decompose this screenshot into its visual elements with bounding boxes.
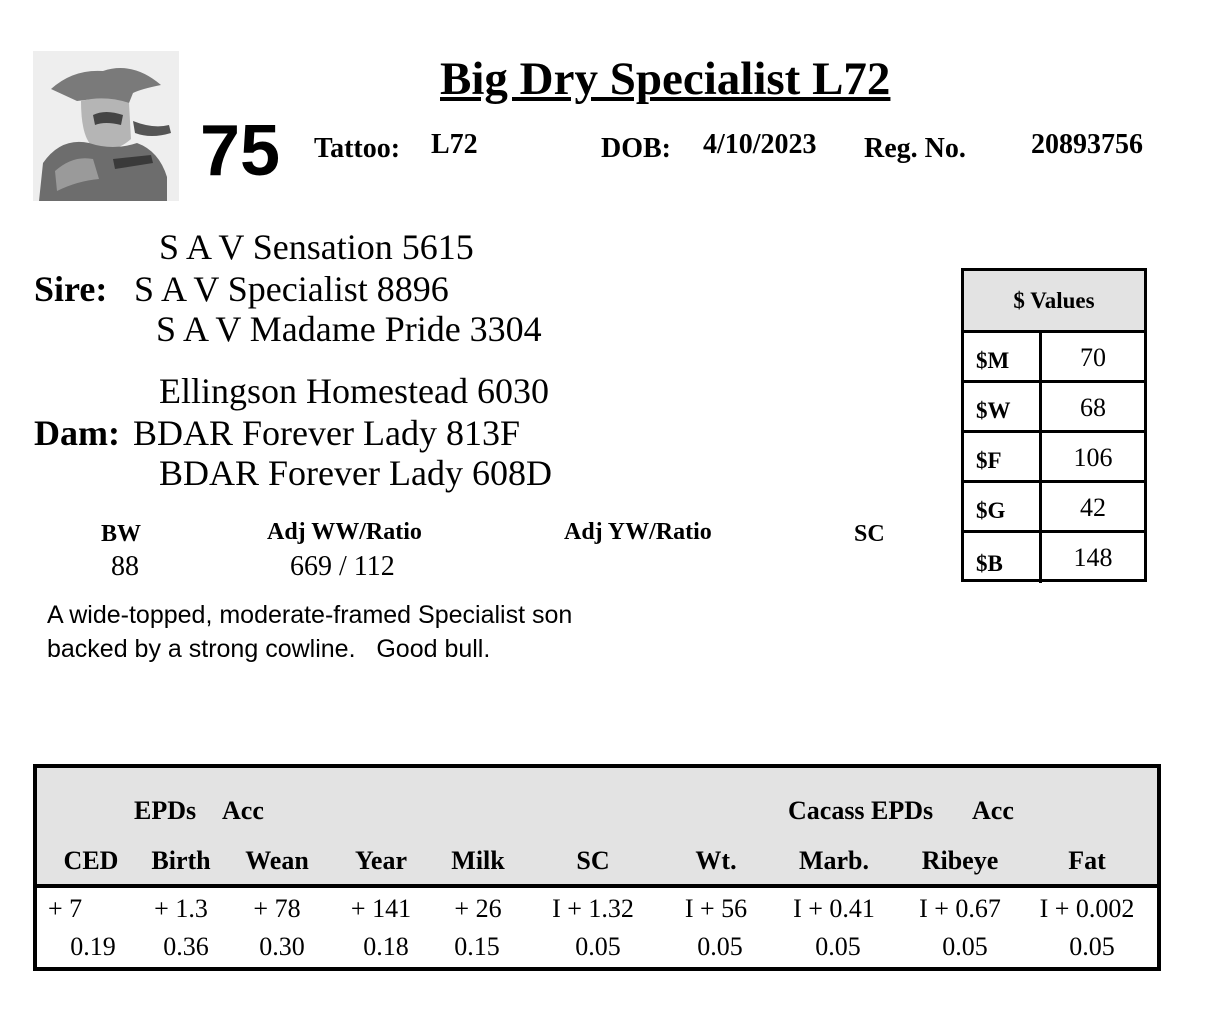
tattoo-label: Tattoo:	[314, 133, 401, 164]
comment-line-1: A wide-topped, moderate-framed Specialist son	[47, 601, 573, 629]
cowboy-logo	[33, 51, 179, 201]
sire-dam: S A V Madame Pride 3304	[156, 309, 542, 349]
epd-accuracy: 0.05	[815, 932, 861, 961]
lot-number: 75	[200, 111, 281, 191]
adj-ww-label: Adj WW/Ratio	[267, 519, 422, 545]
epd-accuracy: 0.19	[70, 932, 116, 961]
bw-value: 88	[111, 551, 139, 582]
comment	[47, 598, 687, 666]
sire-name: S A V Specialist 8896	[134, 269, 449, 309]
epd-value: I + 0.67	[919, 894, 1001, 923]
dollar-values-title: $ Values	[964, 271, 1144, 333]
adj-ww-value: 669 / 112	[290, 551, 395, 582]
dollar-value-key: $W	[964, 383, 1042, 430]
sire-label: Sire:	[34, 269, 108, 309]
epd-value: I + 1.32	[552, 894, 634, 923]
epd-value: + 7	[48, 894, 83, 923]
dam-name: BDAR Forever Lady 813F	[133, 413, 520, 453]
dob-value: 4/10/2023	[703, 129, 817, 160]
dollar-value-row	[964, 533, 1144, 583]
epd-col-header: Wt.	[695, 846, 737, 875]
epd-value: + 141	[350, 894, 412, 923]
epd-col-header: SC	[576, 846, 610, 875]
epd-accuracy: 0.05	[697, 932, 743, 961]
reg-value: 20893756	[1031, 129, 1143, 160]
epd-col-header: Wean	[245, 846, 309, 875]
dollar-value-row	[964, 383, 1144, 433]
carcass-group-title: Cacass EPDs	[788, 796, 934, 825]
dollar-value: 106	[1073, 443, 1113, 472]
epd-value: + 26	[454, 894, 502, 923]
comment-line-2: backed by a strong cowline. Good bull.	[47, 635, 491, 663]
sc-label: SC	[854, 521, 885, 547]
dollar-value-key: $B	[964, 533, 1042, 583]
epd-table	[33, 764, 1161, 971]
dollar-values-table	[961, 268, 1147, 582]
dollar-value-key: $M	[964, 333, 1042, 380]
epd-value: I + 0.41	[793, 894, 875, 923]
dam-label: Dam:	[34, 413, 120, 453]
epd-col-header: Milk	[451, 846, 505, 875]
epd-accuracy: 0.15	[454, 932, 500, 961]
epd-value: I + 0.002	[1039, 894, 1135, 923]
epd-value: + 1.3	[154, 894, 208, 923]
dollar-value-row	[964, 333, 1144, 383]
animal-name-title: Big Dry Specialist L72	[440, 53, 891, 105]
epd-col-header: Marb.	[798, 846, 870, 875]
dollar-value: 68	[1080, 393, 1106, 422]
reg-label: Reg. No.	[864, 133, 966, 164]
dollar-value-key: $G	[964, 483, 1042, 530]
dollar-value: 148	[1073, 543, 1113, 572]
dam-sire: Ellingson Homestead 6030	[159, 371, 549, 411]
dollar-value-key: $F	[964, 433, 1042, 480]
bw-label: BW	[101, 521, 142, 547]
epd-col-header: Year	[355, 846, 407, 875]
epd-accuracy: 0.36	[163, 932, 209, 961]
adj-yw-label: Adj YW/Ratio	[564, 519, 712, 545]
epd-group-title: EPDs	[134, 796, 197, 825]
epd-accuracy: 0.05	[575, 932, 621, 961]
carcass-acc-label: Acc	[972, 796, 1014, 825]
dam-dam: BDAR Forever Lady 608D	[159, 453, 552, 493]
dollar-value: 42	[1080, 493, 1106, 522]
epd-col-header: CED	[63, 846, 119, 875]
dollar-value: 70	[1080, 343, 1106, 372]
epd-accuracy: 0.30	[259, 932, 305, 961]
sire-sire: S A V Sensation 5615	[159, 227, 474, 267]
dollar-value-row	[964, 433, 1144, 483]
epd-value: + 78	[253, 894, 301, 923]
dollar-value-row	[964, 483, 1144, 533]
epd-acc-label: Acc	[222, 796, 264, 825]
dob-label: DOB:	[601, 133, 671, 164]
epd-value: I + 56	[684, 894, 748, 923]
epd-accuracy: 0.18	[363, 932, 409, 961]
epd-col-header: Birth	[151, 846, 211, 875]
epd-accuracy: 0.05	[942, 932, 988, 961]
cowboy-sketch-icon	[33, 51, 179, 201]
epd-col-header: Fat	[1068, 846, 1106, 875]
epd-col-header: Ribeye	[921, 846, 999, 875]
tattoo-value: L72	[431, 129, 478, 160]
epd-accuracy: 0.05	[1069, 932, 1115, 961]
